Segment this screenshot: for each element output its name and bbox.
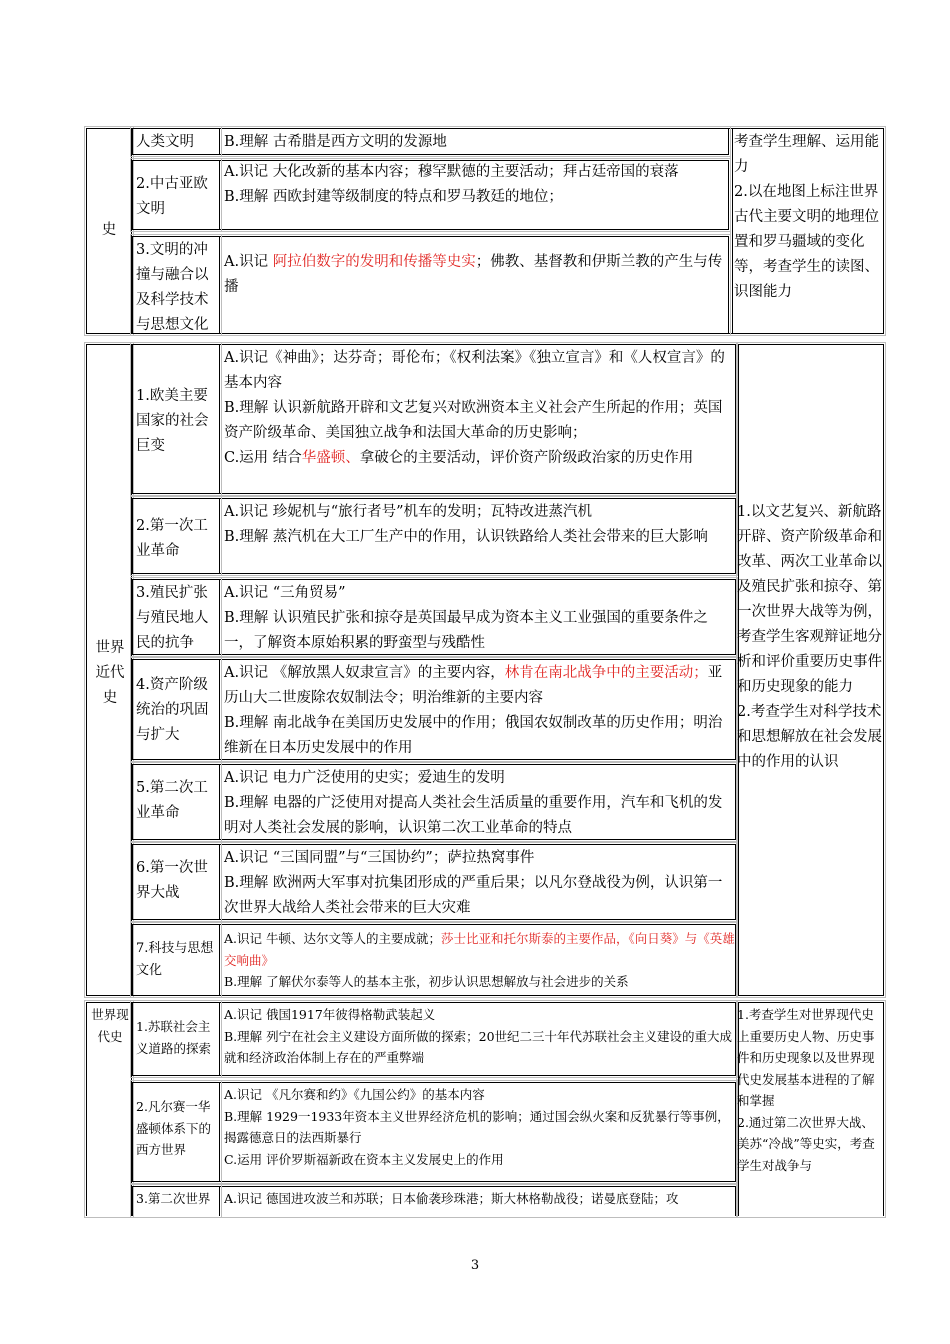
section2-row6-topic: 6.第一次世界大战 [136, 860, 208, 901]
section1-row3-content: A.识记 阿拉伯数字的发明和传播等史实；佛教、基督教和伊斯兰教的产生与传播 [224, 254, 723, 295]
section2-row4-topic: 4.资产阶级统治的巩固与扩大 [136, 677, 209, 743]
section1-row1-content: B.理解 古希腊是西方文明的发源地 [224, 134, 447, 150]
section1-row2-topic: 2.中古亚欧文明 [136, 176, 208, 217]
section3-category: 世界现代史 [91, 1007, 129, 1044]
section2-row1-topic: 1.欧美主要国家的社会巨变 [136, 388, 209, 454]
section3-row3-content: A.识记 德国进攻波兰和苏联；日本偷袭珍珠港；斯大林格勒战役；诺曼底登陆；攻 [224, 1191, 679, 1206]
section2-requirement: 1.以文艺复兴、新航路开辟、资产阶级革命和改革、两次工业革命以及殖民扩张和掠夺、第一次世界大战等为例，考查学生客观辩证地分析和评价重要历史事件和历史现象的能力 2.考查学生对科学技术和思想解放在社会发展中的作用的认识 [737, 504, 882, 770]
section2-row7-content: A.识记 牛顿、达尔文等人的主要成就；莎士比亚和托尔斯泰的主要作品，《向日葵》与《英雄交响曲》 B.理解 了解伏尔泰等人的基本主张，初步认识思想解放与社会进步的关系 [224, 931, 735, 989]
section2-row3-topic: 3.殖民扩张与殖民地人民的抗争 [136, 585, 209, 651]
section2-category: 世界近代史 [95, 640, 125, 706]
section2-row4-content: A.识记 《解放黑人奴隶宣言》的主要内容，林肯在南北战争中的主要活动；亚历山大二世废除农奴制法令；明治维新的主要内容 B.理解 南北战争在美国历史发展中的作用；俄国农奴制改革的历史作用；明治维新在日本历史发展中的作用 [224, 665, 723, 756]
section1-requirement: 考查学生理解、运用能力 2.以在地图上标注世界古代主要文明的地理位置和罗马疆域的变化等，考查学生的读图、识图能力 [734, 134, 879, 300]
section3-row3-topic: 3.第二次世界 [136, 1191, 211, 1206]
section2-row5-content: A.识记 电力广泛使用的史实；爱迪生的发明 B.理解 电器的广泛使用对提高人类社会生活质量的重要作用，汽车和飞机的发明对人类社会发展的影响，认识第二次工业革命的特点 [224, 770, 723, 836]
section2-row2-topic: 2.第一次工业革命 [136, 518, 208, 559]
section1-row1-topic: 人类文明 [136, 134, 194, 150]
section3-row1-content: A.识记 俄国1917年彼得格勒武装起义 B.理解 列宁在社会主义建设方面所做的探索；20世纪二三十年代苏联社会主义建设的重大成就和经济政治体制上存在的严重弊端 [224, 1007, 733, 1065]
section2-row1-content: A.识记《神曲》；达芬奇；哥伦布；《权利法案》《独立宣言》和《人权宣言》的基本内容 B.理解 认识新航路开辟和文艺复兴对欧洲资本主义社会产生所起的作用；英国资产阶级革命、美国独立战争和法国大革命的历史影响； C.运用 结合华盛顿、拿破仑的主要活动，评价资产阶级政治家的历史作用 [224, 350, 725, 466]
page-number: 3 [470, 1258, 480, 1273]
section3-row2-topic: 2.凡尔赛一华盛顿体系下的西方世界 [136, 1099, 212, 1157]
section2-row3-content: A.识记 “三角贸易” B.理解 认识殖民扩张和掠夺是英国最早成为资本主义工业强国的重要条件之一，了解资本原始积累的野蛮型与残酷性 [224, 585, 708, 651]
section1-row3-topic: 3.文明的冲撞与融合以及科学技术与思想文化 [136, 242, 209, 333]
section3-row1-topic: 1.苏联社会主义道路的探索 [136, 1019, 212, 1056]
section3-requirement: 1.考查学生对世界现代史上重要历史人物、历史事件和历史现象以及世界现代史发展基本进程的了解和掌握 2.通过第二次世界大战、美苏“冷战”等史实，考查学生对战争与 [737, 1007, 875, 1173]
section1-row2-content: A.识记 大化改新的基本内容；穆罕默德的主要活动；拜占廷帝国的衰落 B.理解 西欧封建等级制度的特点和罗马教廷的地位； [224, 164, 679, 205]
section3-row2-content: A.识记 《凡尔赛和约》《九国公约》的基本内容 B.理解 1929一1933年资本主义世界经济危机的影响；通过国会纵火案和反犹暴行等事例，揭露德意日的法西斯暴行 C.运用 评价罗斯福新政在资本主义发展史上的作用 [224, 1087, 730, 1167]
section1-category: 史 [101, 222, 117, 238]
section2-row2-content: A.识记 珍妮机与“旅行者号”机车的发明；瓦特改进蒸汽机 B.理解 蒸汽机在大工厂生产中的作用，认识铁路给人类社会带来的巨大影响 [224, 504, 708, 545]
section2-row5-topic: 5.第二次工业革命 [136, 780, 208, 821]
section2-row6-content: A.识记 “三国同盟”与“三国协约”；萨拉热窝事件 B.理解 欧洲两大军事对抗集团形成的严重后果；以凡尔登战役为例，认识第一次世界大战给人类社会带来的巨大灾难 [224, 850, 723, 916]
section2-row7-topic: 7.科技与思想文化 [136, 941, 214, 978]
